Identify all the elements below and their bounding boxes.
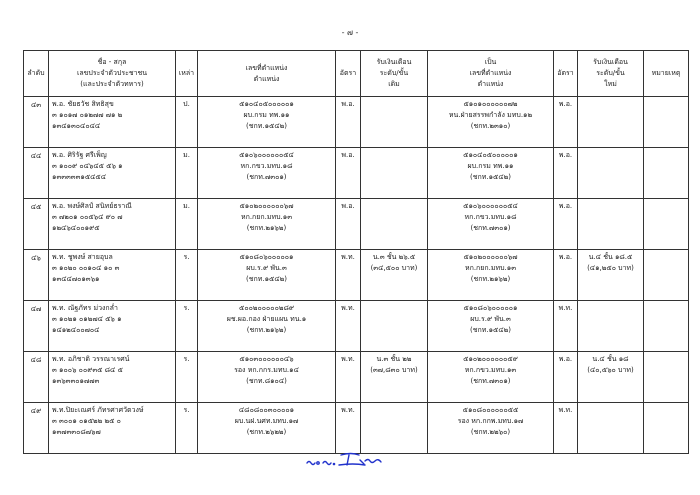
row-person [49, 352, 176, 403]
new-position-code: (ชกท.๑๕๔๒) [470, 325, 511, 334]
row-position [198, 352, 336, 403]
person-name: พ.อ. ชัยธวัช สิทธิสุข [52, 100, 114, 108]
row-corps: ร. [176, 301, 198, 352]
position-number: ๕๑๐๓๐๐๐๐๐๐๔๖ [239, 355, 294, 363]
position-number: ๕๑๐๖๐๐๐๐๐๐๕๔ [239, 151, 294, 159]
row-rate-new: พ.อ. [554, 199, 578, 250]
new-position-number: ๕๑๐๒๐๐๐๐๐๐๖๗ [463, 253, 518, 261]
row-position [198, 403, 336, 454]
row-person [49, 148, 176, 199]
person-name: พ.ท. อภิชาติ วรรณาเรศน์ [52, 355, 130, 363]
row-rate: พ.ท. [336, 403, 361, 454]
header-salary-new-line: รับเงินเดือน [593, 58, 628, 67]
row-corps: ป. [176, 97, 198, 148]
row-position [198, 301, 336, 352]
row-corps: ม. [176, 199, 198, 250]
header-seq: ลำดับ [24, 51, 49, 97]
header-salary-new [578, 51, 644, 97]
position-number: ๕๑๐๘๐๖๐๐๐๐๐๑ [239, 253, 294, 261]
row-seq: ๔๖ [24, 250, 49, 301]
table-row [24, 352, 689, 403]
row-position [198, 97, 336, 148]
row-rate: พ.ท. [336, 301, 361, 352]
header-salary-old-line: รับเงินเดือน [376, 58, 412, 67]
table-row [24, 403, 689, 454]
new-position-title: หก.กขว.มทบ.๑๓ [464, 365, 517, 374]
row-seq: ๔๘ [24, 352, 49, 403]
header-new-position [428, 51, 554, 97]
salary-new-level: น.๔ ชั้น ๑๘ [592, 355, 629, 363]
row-remarks [644, 97, 689, 148]
new-position-title: ผบ.กรม ทพ.๑๑ [467, 161, 514, 170]
salary-old-amount: (๓๔,๕๐๐ บาท) [370, 263, 418, 272]
row-salary-new [578, 250, 644, 301]
row-salary-old [361, 301, 428, 352]
row-corps: ร. [176, 250, 198, 301]
header-new-position-line: เลขที่ตำแหน่ง [469, 69, 512, 78]
row-rate-new: พ.อ. [554, 250, 578, 301]
row-person [49, 301, 176, 352]
row-person [49, 199, 176, 250]
row-remarks [644, 301, 689, 352]
row-person [49, 403, 176, 454]
row-salary-old [361, 148, 428, 199]
salary-old-level: น.๓ ชั้น ๒๖.๕ [372, 253, 416, 261]
person-military-id: ๑๔๑๒๔๐๐๗๐๔ [52, 325, 100, 334]
position-code: (ชกท.๗๓๐๑) [246, 172, 287, 181]
header-position-line: เลขที่ตำแหน่ง [245, 63, 288, 72]
row-new-position [428, 250, 554, 301]
table-row [24, 250, 689, 301]
row-rate-new: พ.อ. [554, 352, 578, 403]
row-salary-old [361, 250, 428, 301]
row-corps: ม. [176, 148, 198, 199]
new-position-title: ผบ.ร.๙ พัน.๓ [470, 314, 511, 323]
row-seq: ๔๗ [24, 301, 49, 352]
position-title: ผช.ผอ.กอง ฝ่ายแผน ทน.๑ [226, 314, 307, 323]
header-name-line: ชื่อ - สกุล [97, 58, 127, 67]
position-number: ๔๘๐๘๐๐๓๐๐๐๐๑ [238, 406, 295, 414]
position-number: ๕๑๐๒๐๐๐๐๐๐๖๗ [239, 202, 294, 210]
row-position [198, 148, 336, 199]
row-salary-old [361, 403, 428, 454]
new-position-code: (ชกท.๗๓๐๑) [470, 376, 511, 385]
page-number: - ๗ - [341, 28, 359, 37]
row-person [49, 250, 176, 301]
position-code: (ชกท.๑๕๔๒) [246, 274, 287, 283]
row-new-position [428, 352, 554, 403]
row-rate: พ.ท. [336, 352, 361, 403]
row-rate: พ.อ. [336, 97, 361, 148]
promotion-table [23, 50, 689, 454]
row-salary-new [578, 301, 644, 352]
header-rate: อัตรา [336, 51, 361, 97]
row-seq: ๔๓ [24, 97, 49, 148]
salary-old-amount: (๓๗,๘๓๐ บาท) [370, 365, 418, 374]
person-id-card: ๓ ๑๐๑๗ ๐๑๒๗๗ ๗๑ ๒ [52, 110, 123, 119]
row-seq: ๔๙ [24, 403, 49, 454]
row-new-position [428, 301, 554, 352]
position-title: ผบ.นฝ.นศท.มทบ.๑๗ [234, 416, 299, 425]
person-military-id: ๑๓๓๓๓๓๑๕๔๕๔ [52, 172, 107, 181]
position-title: ผบ.ร.๙ พัน.๓ [246, 263, 287, 272]
row-remarks [644, 199, 689, 250]
header-new-position-line: ตำแหน่ง [477, 79, 504, 88]
row-position [198, 199, 336, 250]
table-row [24, 199, 689, 250]
header-salary-old [361, 51, 428, 97]
row-salary-new [578, 199, 644, 250]
header-salary-old-line: เดิม [388, 79, 400, 88]
header-position [198, 51, 336, 97]
row-rate: พ.อ. [336, 148, 361, 199]
row-rate-new: พ.ท. [554, 403, 578, 454]
row-rate-new: พ.อ. [554, 148, 578, 199]
row-salary-new [578, 148, 644, 199]
row-remarks [644, 250, 689, 301]
salary-new-amount: (๔๐,๕๖๐ บาท) [587, 365, 634, 374]
person-name: พ.ท. ณัฐภัทร ม่วงกล่ำ [52, 304, 118, 312]
new-position-code: (ชกท.๒๑๖๒) [470, 274, 511, 283]
header-remarks: หมายเหตุ [644, 51, 689, 97]
row-salary-old [361, 352, 428, 403]
row-rate-new: พ.ท. [554, 301, 578, 352]
position-code: (ชกท.๘๑๐๔) [246, 376, 287, 385]
new-position-title: หก.กขว.มทบ.๑๘ [464, 212, 517, 221]
position-title: หก.กขว.มทบ.๑๘ [240, 161, 293, 170]
new-position-number: ๕๑๐๒๐๐๐๐๐๐๕๙ [463, 355, 518, 363]
row-new-position [428, 403, 554, 454]
salary-old-level: น.๓ ชั้น ๒๒ [376, 355, 412, 363]
person-military-id: ๑๓๗๓๓๐๘๗๖๗ [52, 427, 101, 436]
row-seq: ๔๔ [24, 148, 49, 199]
header-salary-new-line: ระดับ/ขั้น [596, 69, 625, 78]
header-corps: เหล่า [176, 51, 198, 97]
salary-new-level: น.๔ ชั้น ๑๘.๕ [588, 253, 633, 261]
row-rate: พ.อ. [336, 199, 361, 250]
position-title: ผบ.กรม ทพ.๑๑ [243, 110, 290, 119]
table-header-row [24, 51, 689, 97]
person-id-card: ๓ ๑๐๒๐ ๐๐๑๐๔ ๑๐ ๓ [52, 263, 120, 272]
row-corps: ร. [176, 352, 198, 403]
row-remarks [644, 403, 689, 454]
signature [305, 451, 405, 469]
row-salary-new [578, 352, 644, 403]
person-name: พ.ท. ชูพงษ์ สายอุบล [52, 253, 113, 261]
new-position-code: (ชกท.๒๒๖๐) [470, 427, 511, 436]
position-code: (ชกท.๒๑๖๒) [246, 325, 287, 334]
row-new-position [428, 199, 554, 250]
position-title: รอง หก.กกร.มทบ.๑๔ [234, 365, 299, 374]
header-name-line: เลขประจำตัวประชาชน [76, 69, 148, 78]
row-salary-old [361, 97, 428, 148]
person-name: พ.อ. ศิริรัฐ ศรีเพ็ญ [52, 151, 107, 159]
person-name: พ.ท.ปิยะเณศร์ ภัทรศาศวัตวงษ์ [52, 406, 144, 414]
table-row [24, 97, 689, 148]
person-name: พ.อ. พงษ์ศิลป์ สนิทย์ธราณี [52, 202, 132, 210]
new-position-code: (ชกท.๗๓๐๑) [470, 223, 511, 232]
row-corps: ร. [176, 403, 198, 454]
new-position-number: ๕๑๐๔๐๕๐๐๐๐๐๑ [463, 151, 518, 159]
person-military-id: ๑๓๔๑๓๐๔๐๔๔ [52, 121, 101, 130]
table-row [24, 148, 689, 199]
salary-new-amount: (๔๑,๒๕๐ บาท) [587, 263, 634, 272]
header-position-line: ตำแหน่ง [253, 74, 280, 83]
row-seq: ๔๕ [24, 199, 49, 250]
new-position-number: ๕๑๐๘๐๐๐๐๐๐๕๕ [462, 406, 519, 414]
row-remarks [644, 352, 689, 403]
row-new-position [428, 148, 554, 199]
header-salary-new-line: ใหม่ [604, 79, 617, 88]
header-name [49, 51, 176, 97]
person-military-id: ๑๓๖๓๓๐๑๗๗๓ [52, 376, 100, 385]
new-position-number: ๕๑๐๖๐๐๐๐๐๐๕๔ [463, 202, 518, 210]
person-id-card: ๓ ๗๒๐๑ ๐๐๕๖๔ ๙๐ ๗ [52, 212, 123, 221]
header-new-position-line: เป็น [484, 58, 497, 67]
table-row [24, 301, 689, 352]
new-position-title: รอง หก.กกพ.มทบ.๑๗ [457, 416, 524, 425]
new-position-number: ๕๑๐๑๐๐๐๐๐๐๗๒ [463, 100, 518, 108]
row-new-position [428, 97, 554, 148]
person-id-card: ๓ ๑๐๐๖ ๐๐๙๓๕ ๘๔ ๕ [52, 365, 123, 374]
person-military-id: ๑๒๔๖๔๐๐๑๙๕ [52, 223, 100, 232]
new-position-title: หน.ฝ่ายสรรพกำลัง มทบ.๑๒ [448, 110, 533, 119]
row-position [198, 250, 336, 301]
position-number: ๕๐๐๒๐๐๐๐๐๒๘๙ [239, 304, 294, 312]
header-name-line: (และประจำตัวทหาร) [80, 79, 144, 88]
row-salary-new [578, 97, 644, 148]
new-position-title: หก.กยก.มทบ.๑๓ [464, 263, 516, 272]
new-position-code: (ชกท.๒๓๑๐) [470, 121, 511, 130]
position-code: (ชกท.๒๖๒๒) [246, 427, 287, 436]
row-rate: พ.ท. [336, 250, 361, 301]
position-code: (ชกท.๒๑๖๒) [246, 223, 287, 232]
position-title: หก.กยก.มทบ.๑๓ [240, 212, 292, 221]
row-remarks [644, 148, 689, 199]
position-code: (ชกท.๑๕๔๒) [246, 121, 287, 130]
row-rate-new: พ.อ. [554, 97, 578, 148]
new-position-number: ๕๑๐๘๐๖๐๐๐๐๐๑ [463, 304, 518, 312]
new-position-code: (ชกท.๑๕๔๒) [470, 172, 511, 181]
person-id-card: ๓ ๑๐๒๑ ๐๑๒๗๔ ๕๖ ๑ [52, 314, 122, 323]
row-salary-old [361, 199, 428, 250]
row-person [49, 97, 176, 148]
position-number: ๕๑๐๔๐๕๐๐๐๐๐๑ [239, 100, 294, 108]
person-id-card: ๓ ๑๐๐๙ ๐๔๖๔๕ ๕๖ ๑ [52, 161, 123, 170]
header-salary-old-line: ระดับ/ขั้น [379, 69, 409, 78]
person-id-card: ๓ ๓๐๐๑ ๐๑๕๒๒ ๒๕ ๐ [52, 416, 121, 425]
row-salary-new [578, 403, 644, 454]
person-military-id: ๑๓๔๔๗๐๑๓๖๑ [52, 274, 100, 283]
header-rate-new: อัตรา [554, 51, 578, 97]
